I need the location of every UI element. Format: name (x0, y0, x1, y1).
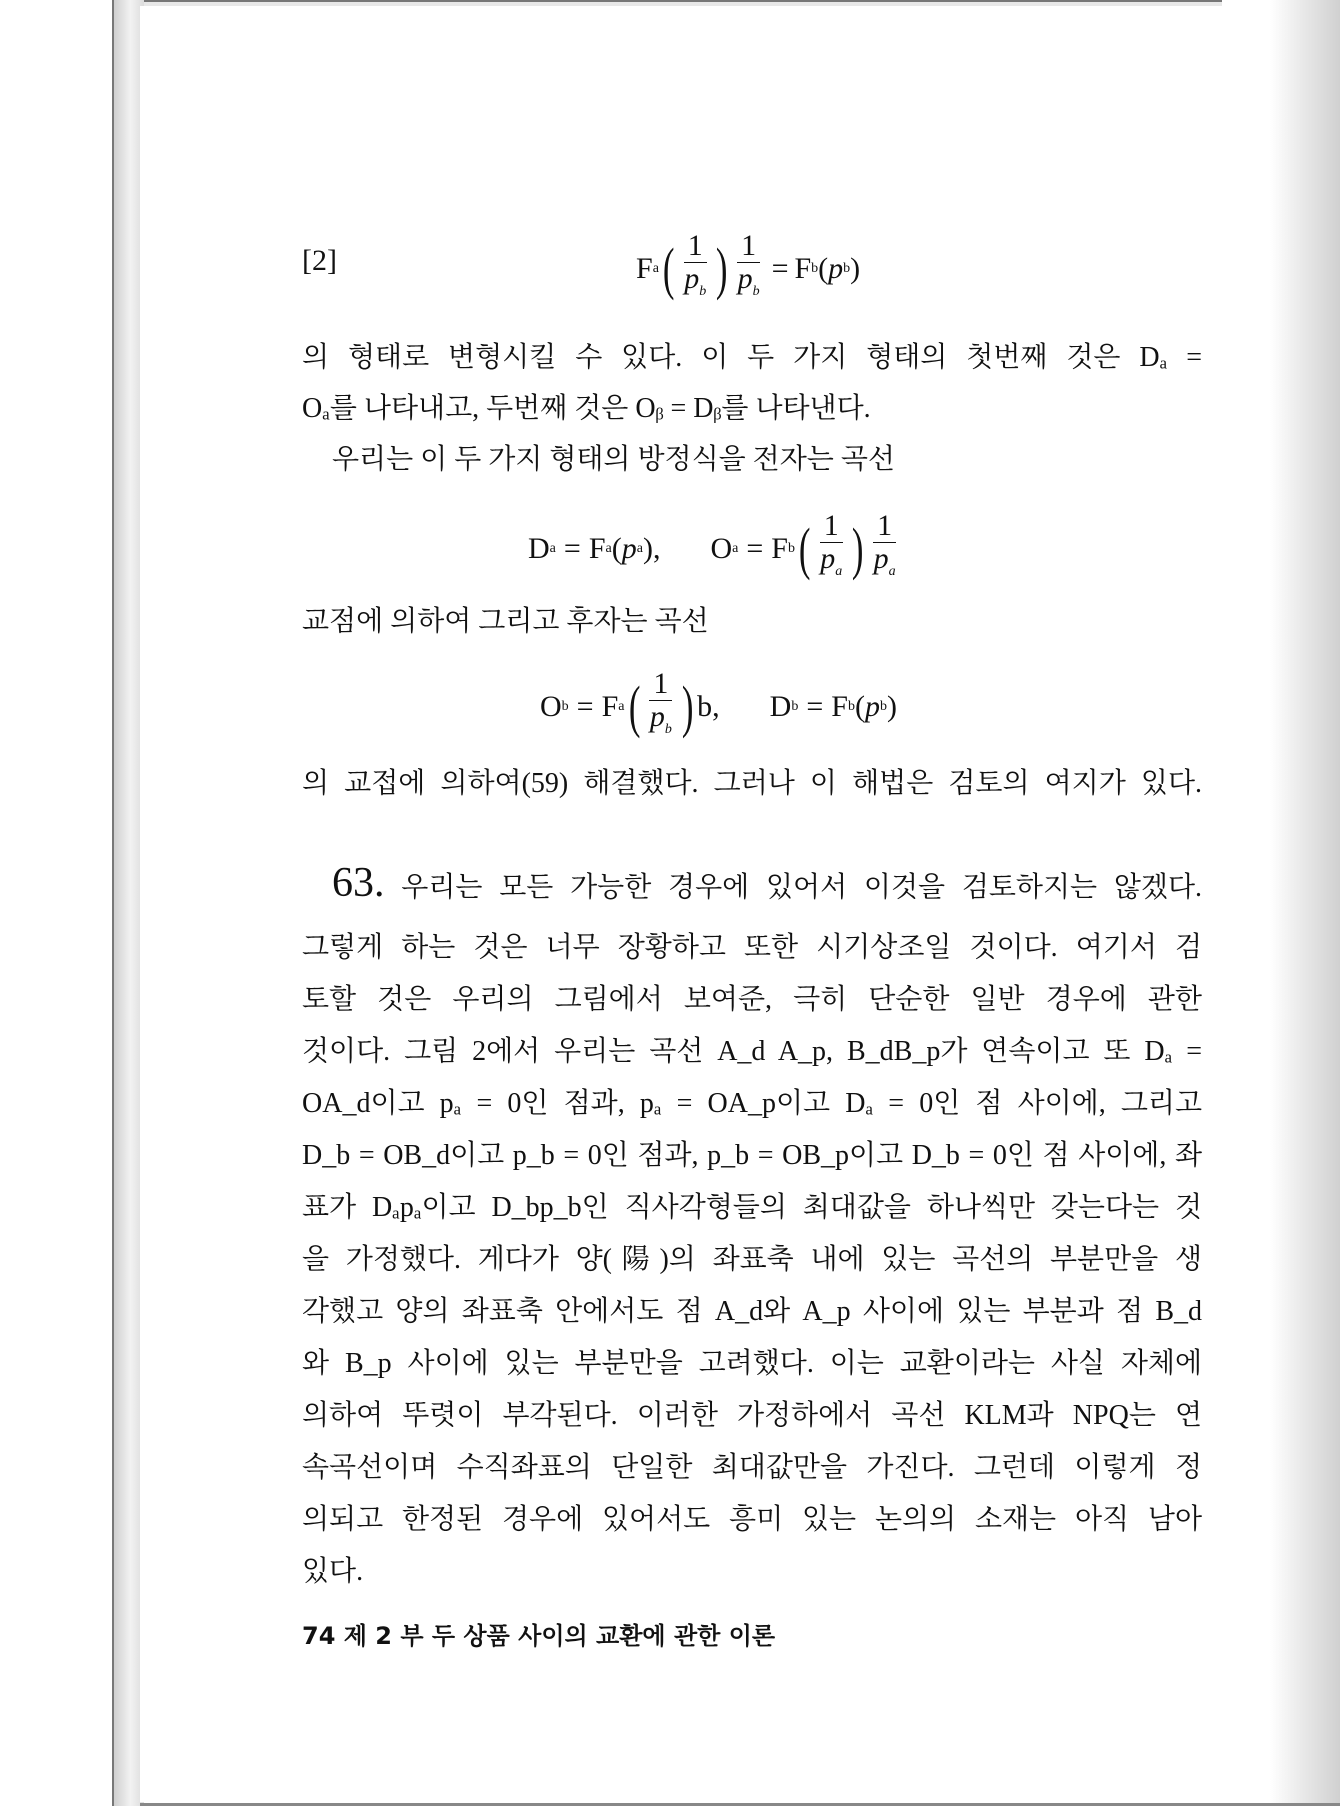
text-line-1: 의 형태로 변형시킬 수 있다. 이 두 가지 형태의 첫번째 것은 Dₐ = (302, 342, 1202, 373)
paragraph-line: 의되고 한정된 경우에 있어서도 흥미 있는 논의의 소재는 아직 남아 (302, 1504, 1202, 1535)
page-footer: 74 제 2 부 두 상품 사이의 교환에 관한 이론 (302, 1622, 776, 1650)
equation-2: F a ( $\frac{1}{p_b}$ ) $\frac{1}{p_b}$ = F b ( p b ) (636, 229, 861, 301)
text-line-3: 우리는 이 두 가지 형태의 방정식을 전자는 곡선 (332, 444, 895, 475)
paragraph-line: 것이다. 그림 2에서 우리는 곡선 A_d A_p, B_dB_p가 연속이고 또 Dₐ = (302, 1036, 1202, 1067)
equation-curves-a: D a = F a ( p a ) , O a = F b ( $\frac{1}{p_a}$ ) $\frac{1}{p_a}$ (528, 509, 896, 581)
paragraph-line: 그렇게 하는 것은 너무 장황하고 또한 시기상조일 것이다. 여기서 검 (302, 932, 1202, 963)
paragraph-line: 의하여 뚜렷이 부각된다. 이러한 가정하에서 곡선 KLM과 NPQ는 연 (302, 1400, 1202, 1431)
equation-curves-b: O b = F a ( $\frac{1}{p_b}$ ) b , D b = F b ( p b ) (540, 667, 897, 739)
section-number: 63. (332, 860, 385, 906)
paragraph-line: 토할 것은 우리의 그림에서 보여준, 극히 단순한 일반 경우에 관한 (302, 984, 1202, 1015)
equation-label: [2] (302, 244, 337, 277)
paragraph-line: 을 가정했다. 게다가 양(陽)의 좌표축 내에 있는 곡선의 부분만을 생 (302, 1244, 1202, 1275)
paragraph-63-line-1: 63. 우리는 모든 가능한 경우에 있어서 이것을 검토하지는 않겠다. (332, 860, 1203, 906)
paragraph-line: 와 B_p 사이에 있는 부분만을 고려했다. 이는 교환이라는 사실 자체에 (302, 1348, 1202, 1379)
text-line-5: 의 교접에 의하여(59) 해결했다. 그러나 이 해법은 검토의 여지가 있다. (302, 768, 1202, 799)
paragraph-line: D_b = OB_d이고 p_b = 0인 점과, p_b = OB_p이고 D_b = 0인 점 사이에, 좌 (302, 1140, 1202, 1171)
page-shadow (1270, 0, 1340, 1806)
paragraph-line: 표가 Dₐpₐ이고 D_bp_b인 직사각형들의 최대값을 하나씩만 갖는다는 것 (302, 1192, 1202, 1223)
paragraph-line: OA_d이고 pₐ = 0인 점과, pₐ = OA_p이고 Dₐ = 0인 점 사이에, 그리고 (302, 1088, 1202, 1119)
paragraph-line: 각했고 양의 좌표축 안에서도 점 A_d와 A_p 사이에 있는 부분과 점 B_d (302, 1296, 1202, 1327)
paragraph-line: 있다. (302, 1556, 364, 1587)
text-line-4: 교점에 의하여 그리고 후자는 곡선 (302, 606, 709, 637)
paragraph-line: 속곡선이며 수직좌표의 단일한 최대값만을 가진다. 그런데 이렇게 정 (302, 1452, 1202, 1483)
text-line-2: Oₐ를 나타내고, 두번째 것은 Oᵦ = Dᵦ를 나타낸다. (302, 393, 871, 424)
